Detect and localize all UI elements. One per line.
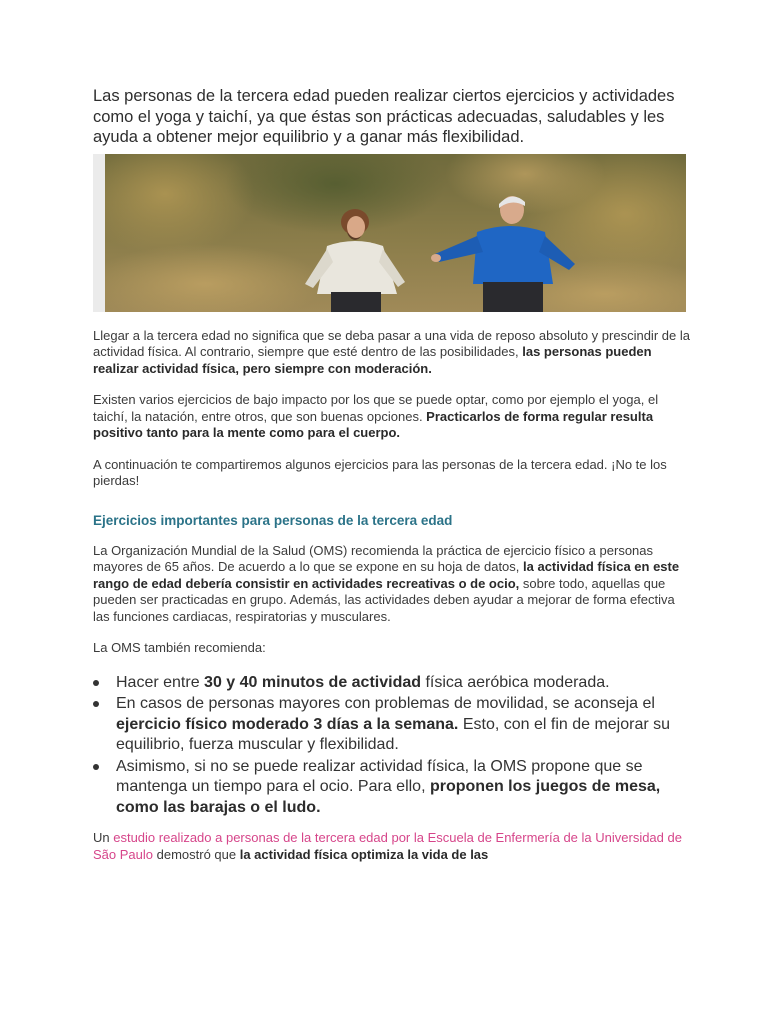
paragraph-study: [93, 830, 693, 863]
list-item: [93, 757, 693, 819]
paragraph-study-text: Un: [93, 830, 114, 845]
section-heading: Ejercicios importantes para personas de la tercera edad: [93, 512, 453, 528]
paragraph-low-impact-bold: Practicarlos de forma regular resulta positivo tanto para la mente como para el cuerpo.: [93, 408, 654, 440]
list-item: [93, 694, 693, 756]
list-item-bold: proponen los juegos de mesa, como las barajas o el ludo.: [116, 778, 661, 816]
paragraph-oms-text: La Organización Mundial de la Salud (OMS) recomienda la práctica de ejercicio físico a personas mayores de 65 años. De acuerdo a lo que se expone en su hoja de datos,: [93, 542, 654, 574]
recommendations-list: [93, 673, 693, 819]
paragraph-continuation: A continuación te compartiremos algunos ejercicios para las personas de la tercera edad. ¡No te los pierdas!: [93, 456, 667, 488]
paragraph-study-text-mid: demostró que: [153, 846, 240, 862]
bullet-icon: [93, 764, 99, 770]
paragraph-moderation-bold: las personas pueden realizar actividad física, pero siempre con moderación.: [93, 344, 652, 376]
bullet-icon: [93, 701, 99, 707]
paragraph-study-bold: la actividad física optimiza la vida de las: [239, 846, 489, 862]
list-item: [93, 673, 693, 694]
paragraph-moderation: [93, 328, 693, 378]
photo-seniors-walking: [105, 154, 686, 312]
list-item-text: Asimismo, si no se puede realizar actividad física, la OMS propone que se mantenga un tiempo para el ocio. Para ello,: [116, 757, 643, 795]
bullet-icon: [93, 680, 99, 686]
study-link[interactable]: estudio realizado a personas de la tercera edad por la Escuela de Enfermería de la Universidad de São Paulo: [93, 830, 682, 862]
list-item-text-after: física aeróbica moderada.: [421, 673, 610, 691]
list-item-text: En casos de personas mayores con problemas de movilidad, se aconseja el: [116, 695, 655, 712]
paragraph-oms-recommends: La OMS también recomienda:: [93, 640, 266, 655]
article-photo: [93, 154, 686, 312]
paragraph-low-impact: [93, 392, 693, 442]
list-item-text-after: Esto, con el fin de mejorar su equilibrio, fuerza muscular y flexibilidad.: [116, 715, 671, 753]
article: [93, 86, 693, 863]
list-item-bold: 30 y 40 minutos de actividad: [204, 673, 422, 691]
paragraph-oms-bold: la actividad física en este rango de edad debería consistir en actividades recreativas o de ocio,: [93, 559, 680, 591]
paragraph-oms-text-after: sobre todo, aquellas que pueden ser practicadas en grupo. Además, las actividades deben ayudar a mejorar de forma efectiva las funciones cardiacas, respiratorias y musculares.: [93, 575, 675, 624]
paragraph-low-impact-text: Existen varios ejercicios de bajo impacto por los que se puede optar, como por ejemplo el yoga, el taichí, la natación, entre otros, que son buenas opciones.: [93, 392, 659, 424]
paragraph-oms: [93, 543, 693, 626]
list-item-bold: ejercicio físico moderado 3 días a la semana.: [116, 715, 459, 733]
intro-paragraph: Las personas de la tercera edad pueden realizar ciertos ejercicios y actividades como el yoga y taichí, ya que éstas son prácticas adecuadas, saludables y les ayuda a obtener mejor equilibrio y a ganar más flexibilidad.: [93, 87, 675, 146]
photo-left-strip: [93, 154, 105, 312]
list-item-text: Hacer entre: [116, 673, 205, 691]
paragraph-moderation-text: Llegar a la tercera edad no significa que se deba pasar a una vida de reposo absoluto y prescindir de la actividad física. Al contrario, siempre que esté dentro de las posibilidades,: [93, 327, 690, 359]
